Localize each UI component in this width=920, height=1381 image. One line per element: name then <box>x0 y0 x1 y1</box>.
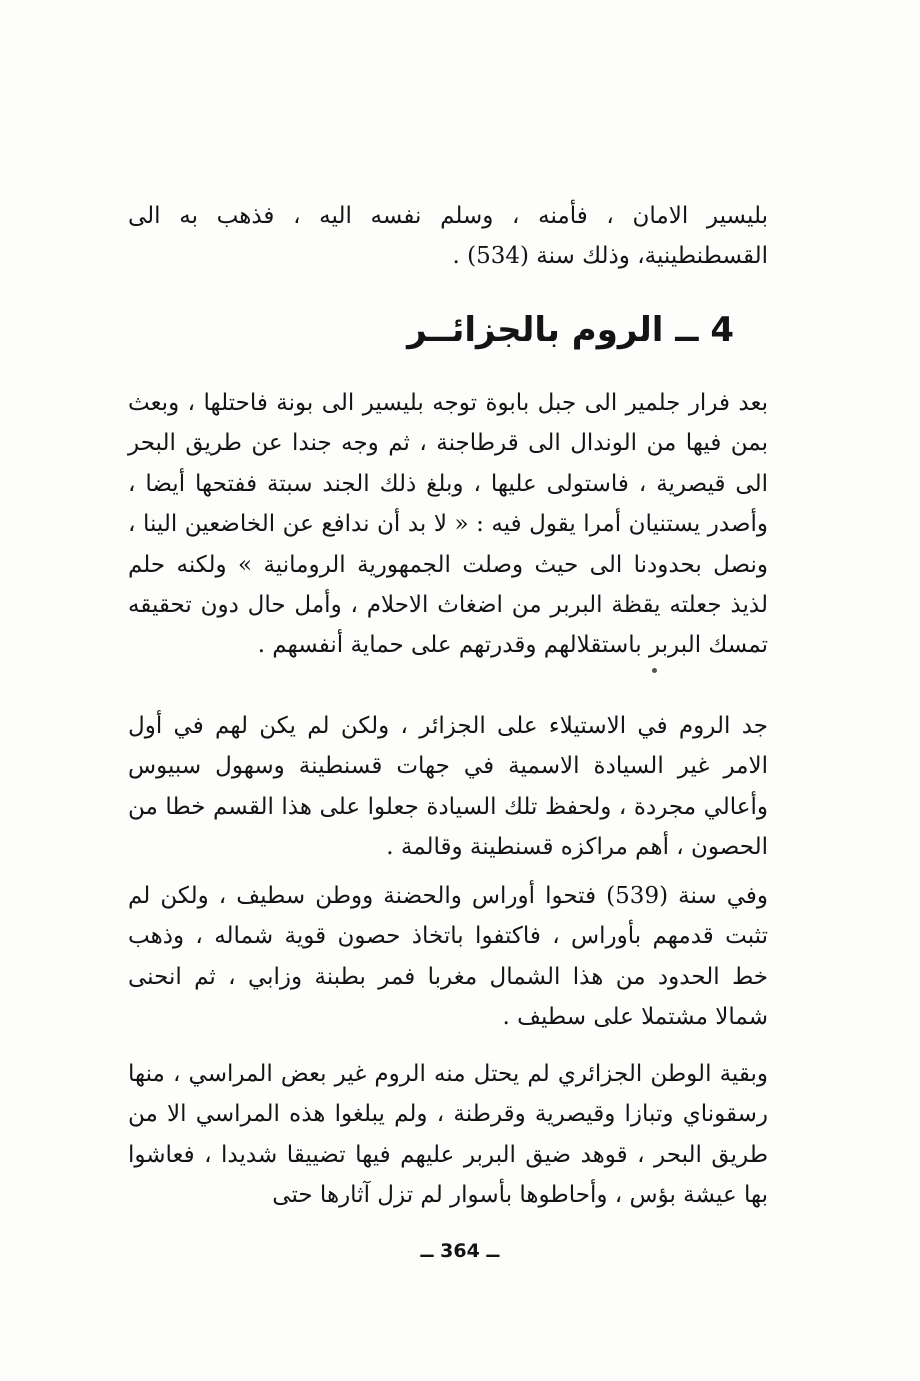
paragraph-2: بعد فرار جلمير الى جبل بابوة توجه بليسير الى بونة فاحتلها ، وبعث بمن فيها من الوندال الى قرطاجنة ، ثم وجه جندا عن طريق البحر الى قيصرية ، فاستولى عليها ، وبلغ ذلك الجند سبتة ففتحها أيضا ، وأصدر يستنيان أمرا يقول فيه : « لا بد أن ندافع عن الخاضعين الينا ، ونصل بحدودنا الى حيث وصلت الجمهورية الرومانية » ولكنه حلم لذيذ جعلته يقظة البربر من اضغاث الاحلام ، وأمل حال دون تحقيقه تمسك البربر باستقلالهم وقدرتهم على حماية أنفسهم . <box>128 390 768 659</box>
paragraph-3: جد الروم في الاستيلاء على الجزائر ، ولكن لم يكن لهم في أول الامر غير السيادة الاسمية في جهات قسنطينة وسهول سبيوس وأعالي مجردة ، ولحفظ تلك السيادة جعلوا على هذا القسم خطا من الحصون ، أهم مراكزه قسنطينة وقالمة . <box>128 713 768 861</box>
paragraph-5: وبقية الوطن الجزائري لم يحتل منه الروم غير بعض المراسي ، منها رسقوناي وتبازا وقيصرية وقرطنة ، ولم يبلغوا هذه المراسي الا من طريق البحر ، قوهد ضيق البربر عليهم فيها تضييقا شديدا ، فعاشوا بها عيشة بؤس ، وأحاطوها بأسوار لم تزل آثارها حتى <box>128 1061 768 1209</box>
page-number: ــ 364 ــ <box>420 1240 500 1262</box>
ink-speck <box>652 668 657 673</box>
paragraph-4: وفي سنة (539) فتحوا أوراس والحضنة ووطن سطيف ، ولكن لم تثبت قدمهم بأوراس ، فاكتفوا باتخاذ حصون قوية شماله ، وذهب خط الحدود من هذا الشمال مغربا فمر بطبنة وزابي ، ثم انحنى شمالا مشتملا على سطيف . <box>128 883 768 1031</box>
section-heading: 4 ــ الروم بالجزائــر <box>407 310 734 350</box>
paragraph-1: بليسير الامان ، فأمنه ، وسلم نفسه اليه ، فذهب به الى القسطنطينية، وذلك سنة (534) . <box>128 203 768 270</box>
